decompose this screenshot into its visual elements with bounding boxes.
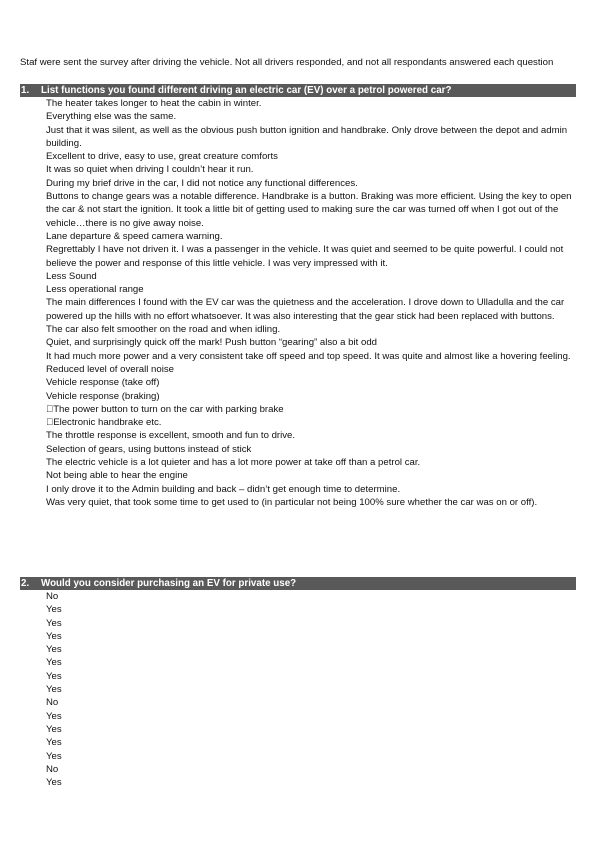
answer-item: Everything else was the same. [46, 111, 177, 123]
answer-item: Yes [46, 723, 62, 735]
answer-item: Yes [46, 737, 62, 749]
answer-item: Yes [46, 630, 62, 642]
answer-item: Yes [46, 670, 62, 682]
answer-item: Just that it was silent, as well as the obvious push button ignition and handbrake. Only drove between the depot and admin building. [46, 124, 568, 149]
answer-item: I only drove it to the Admin building and back – didn’t get enough time to determine. [46, 483, 401, 495]
question-2-header [20, 577, 576, 590]
answer-item: No [46, 697, 59, 709]
answer-item: Reduced level of overall noise [46, 363, 174, 375]
answer-item: Yes [46, 644, 62, 656]
question-1-title: List functions you found different driving an electric car (EV) over a petrol powered car? [41, 85, 452, 96]
answer-item: Excellent to drive, easy to use, great creature comforts [46, 151, 278, 163]
answer-item: Vehicle response (braking) [46, 390, 160, 402]
answer-item: Yes [46, 710, 62, 722]
answer-item: Yes [46, 750, 62, 762]
answer-item: Was very quiet, that took some time to get used to (in particular not being 100% sure whether the car was on or off). [46, 496, 538, 508]
answer-item: Vehicle response (take off) [46, 377, 160, 389]
answer-item: Not being able to hear the engine [46, 470, 188, 482]
answer-item: No [46, 591, 59, 602]
answer-item: Less Sound [46, 270, 97, 282]
question-1-answers [46, 97, 572, 509]
answer-item: Regrettably I have not driven it. I was a passenger in the vehicle. It was quiet and seemed to be quite powerful. I could not believe the power and response of this little vehicle. I was very impressed with it. [46, 244, 564, 269]
answer-item: The throttle response is excellent, smooth and fun to drive. [46, 430, 296, 442]
answer-item: The power button to turn on the car with parking brake [46, 403, 277, 415]
question-1-header [20, 84, 576, 97]
answer-item: The electric vehicle is a lot quieter and has a lot more power at take off than a petrol car. [46, 457, 421, 469]
answer-item: Buttons to change gears was a notable difference. Handbrake is a button. Braking was more efficient. Using the key to open the car & not start the ignition. It took a little bit of getting used to making sure the car was turned off when I got out of the vehicle…there is no give away noise. [46, 191, 572, 229]
answer-item: Yes [46, 777, 62, 789]
answer-item: It had much more power and a very consistent take off speed and top speed. It was quite and almost like a hovering feeling. [46, 350, 571, 362]
answer-item: Lane departure & speed camera warning. [46, 230, 223, 242]
question-2-number: 2. [21, 578, 30, 589]
answer-item: Yes [46, 657, 62, 669]
answer-item: Electronic handbrake etc. [46, 417, 155, 429]
intro-text: Staf were sent the survey after driving the vehicle. Not all drivers responded, and not all respondants answered each question [20, 57, 554, 68]
answer-item: Less operational range [46, 284, 144, 296]
answer-item: No [46, 763, 59, 775]
answer-item: The heater takes longer to heat the cabin in winter. [46, 98, 262, 109]
answer-item: Quiet, and surprisingly quick off the mark! Push button “gearing” also a bit odd [46, 337, 377, 349]
answer-item: Selection of gears, using buttons instead of stick [46, 443, 252, 455]
answer-item: Yes [46, 604, 62, 616]
answer-item: It was so quiet when driving I couldn’t hear it run. [46, 164, 254, 176]
question-1-number: 1. [21, 85, 30, 96]
answer-item: Yes [46, 684, 62, 696]
answer-item: Yes [46, 617, 62, 629]
answer-item: The main differences I found with the EV car was the quietness and the acceleration. I drove down to Ulladulla and the car powered up the hills with no effort whatsoever. It was also interesting that the gear stick had been replaced with buttons. The car also felt smoother on the road and when idling. [46, 297, 565, 336]
question-2-title: Would you consider purchasing an EV for private use? [41, 578, 297, 589]
question-2-answers [46, 590, 572, 789]
answer-item: During my brief drive in the car, I did not notice any functional differences. [46, 177, 358, 189]
